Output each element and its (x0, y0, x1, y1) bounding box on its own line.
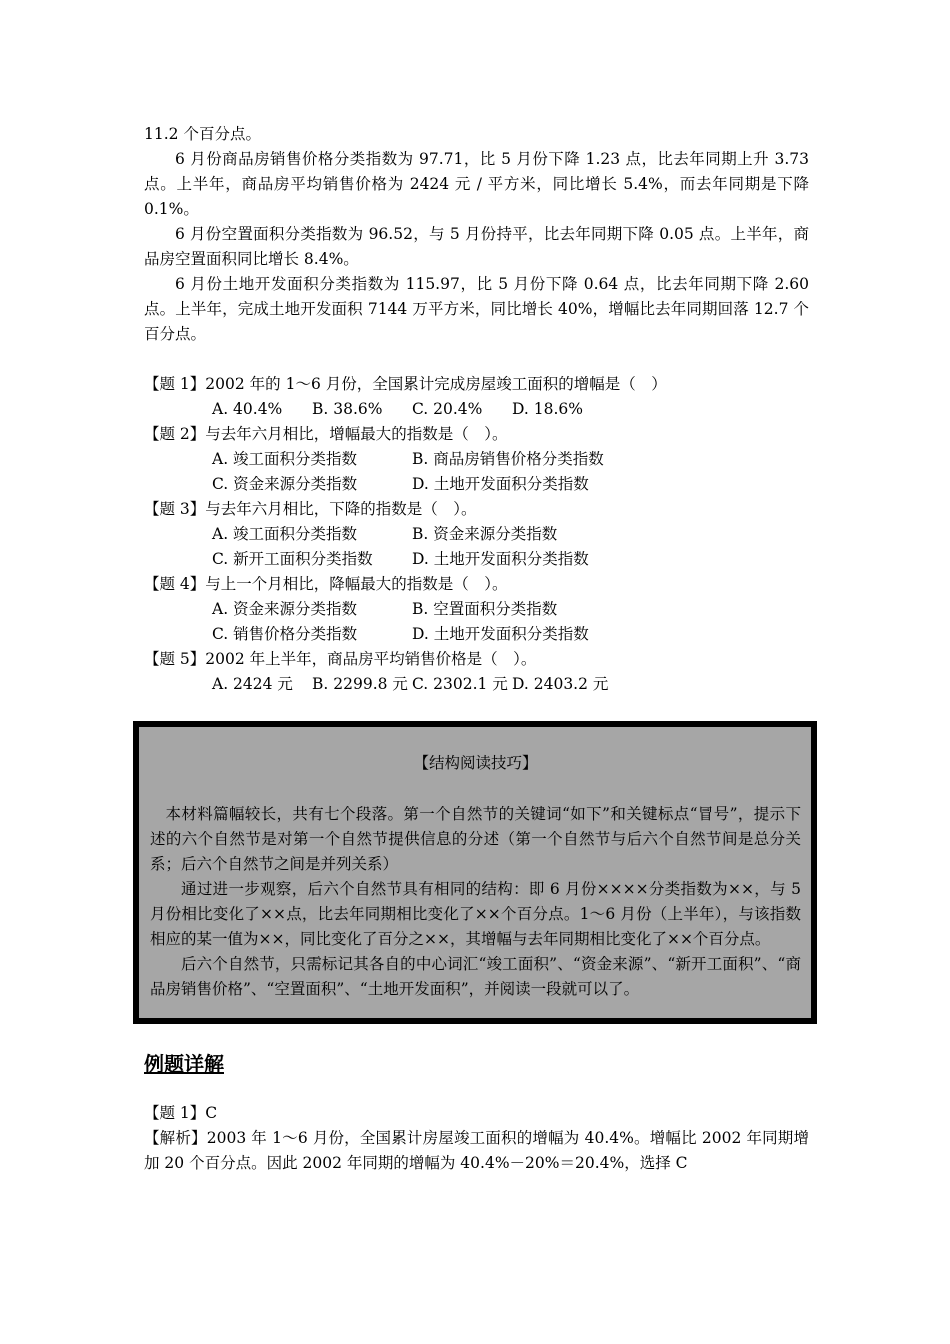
answer-section (144, 1101, 809, 1176)
paragraph: 6 月份商品房销售价格分类指数为 97.71，比 5 月份下降 1.23 点，比去年同期上升 3.73 点。上半年，商品房平均销售价格为 2424 元 / 平方米，同比增长 5.4%，而去年同期是下降 0.1%。 (144, 150, 809, 218)
option: B. 空置面积分类指数 (412, 600, 558, 618)
option: A. 2424 元 (212, 675, 293, 693)
option: A. 40.4% (212, 400, 283, 418)
body-text (144, 122, 809, 697)
option: C. 新开工面积分类指数 (212, 550, 373, 568)
paragraph: 6 月份空置面积分类指数为 96.52，与 5 月份持平，比去年同期下降 0.05 点。上半年，商品房空置面积同比增长 8.4%。 (144, 225, 809, 268)
option: A. 竣工面积分类指数 (212, 525, 358, 543)
question-options (212, 472, 809, 497)
option: B. 商品房销售价格分类指数 (412, 450, 604, 468)
question-title: 【题 3】与去年六月相比，下降的指数是（ ）。 (144, 500, 477, 518)
paragraph: 6 月份土地开发面积分类指数为 115.97，比 5 月份下降 0.64 点，比去年同期下降 2.60 点。上半年，完成土地开发面积 7144 万平方米，同比增长 40%，增幅比去年同期回落 12.7 个百分点。 (144, 275, 809, 343)
question-title: 【题 1】2002 年的 1～6 月份，全国累计完成房屋竣工面积的增幅是（ ） (144, 375, 667, 393)
option: C. 销售价格分类指数 (212, 625, 358, 643)
question-options (212, 597, 809, 622)
question-options (212, 397, 809, 422)
tip-paragraph: 通过进一步观察，后六个自然节具有相同的结构：即 6 月份××××分类指数为××，与 5 月份相比变化了××点，比去年同期相比变化了××个百分点。1～6 月份（上半年），与该指数相应的某一值为××，同比变化了百分之××，其增幅与去年同期相比变化了××个百分点。 (150, 880, 801, 948)
question-title: 【题 5】2002 年上半年，商品房平均销售价格是（ ）。 (144, 650, 537, 668)
option: D. 18.6% (512, 400, 583, 418)
reading-tip-box (133, 721, 817, 1024)
spacer (144, 347, 809, 372)
option: A. 竣工面积分类指数 (212, 450, 358, 468)
option: C. 20.4% (412, 400, 483, 418)
question-options (212, 547, 809, 572)
question-options (212, 447, 809, 472)
tip-title: 【结构阅读技巧】 (413, 754, 538, 772)
option: B. 2299.8 元 (312, 675, 408, 693)
option: D. 2403.2 元 (512, 675, 609, 693)
option: C. 2302.1 元 (412, 675, 508, 693)
question-options (212, 622, 809, 647)
section-title: 例题详解 (144, 1052, 224, 1076)
tip-paragraph: 本材料篇幅较长，共有七个段落。第一个自然节的关键词“如下”和关键标点“冒号”，提示下述的六个自然节是对第一个自然节提供信息的分述（第一个自然节与后六个自然节间是总分关系；后六个自然节之间是并列关系） (150, 805, 801, 873)
option: B. 资金来源分类指数 (412, 525, 558, 543)
question-title: 【题 4】与上一个月相比，降幅最大的指数是（ ）。 (144, 575, 508, 593)
question-options (212, 522, 809, 547)
question-title: 【题 2】与去年六月相比，增幅最大的指数是（ ）。 (144, 425, 508, 443)
analysis-paragraph: 【解析】2003 年 1～6 月份，全国累计房屋竣工面积的增幅为 40.4%。增幅比 2002 年同期增加 20 个百分点。因此 2002 年同期的增幅为 40.4%－20%＝20.4%，选择 C (144, 1129, 809, 1172)
option: D. 土地开发面积分类指数 (412, 475, 589, 493)
question-options (212, 672, 809, 697)
answer-line: 【题 1】C (144, 1104, 218, 1122)
paragraph: 11.2 个百分点。 (144, 125, 261, 143)
option: A. 资金来源分类指数 (212, 600, 358, 618)
tip-paragraph: 后六个自然节，只需标记其各自的中心词汇“竣工面积”、“资金来源”、“新开工面积”、“商品房销售价格”、“空置面积”、“土地开发面积”，并阅读一段就可以了。 (150, 955, 801, 998)
option: C. 资金来源分类指数 (212, 475, 358, 493)
option: D. 土地开发面积分类指数 (412, 625, 589, 643)
option: B. 38.6% (312, 400, 383, 418)
option: D. 土地开发面积分类指数 (412, 550, 589, 568)
